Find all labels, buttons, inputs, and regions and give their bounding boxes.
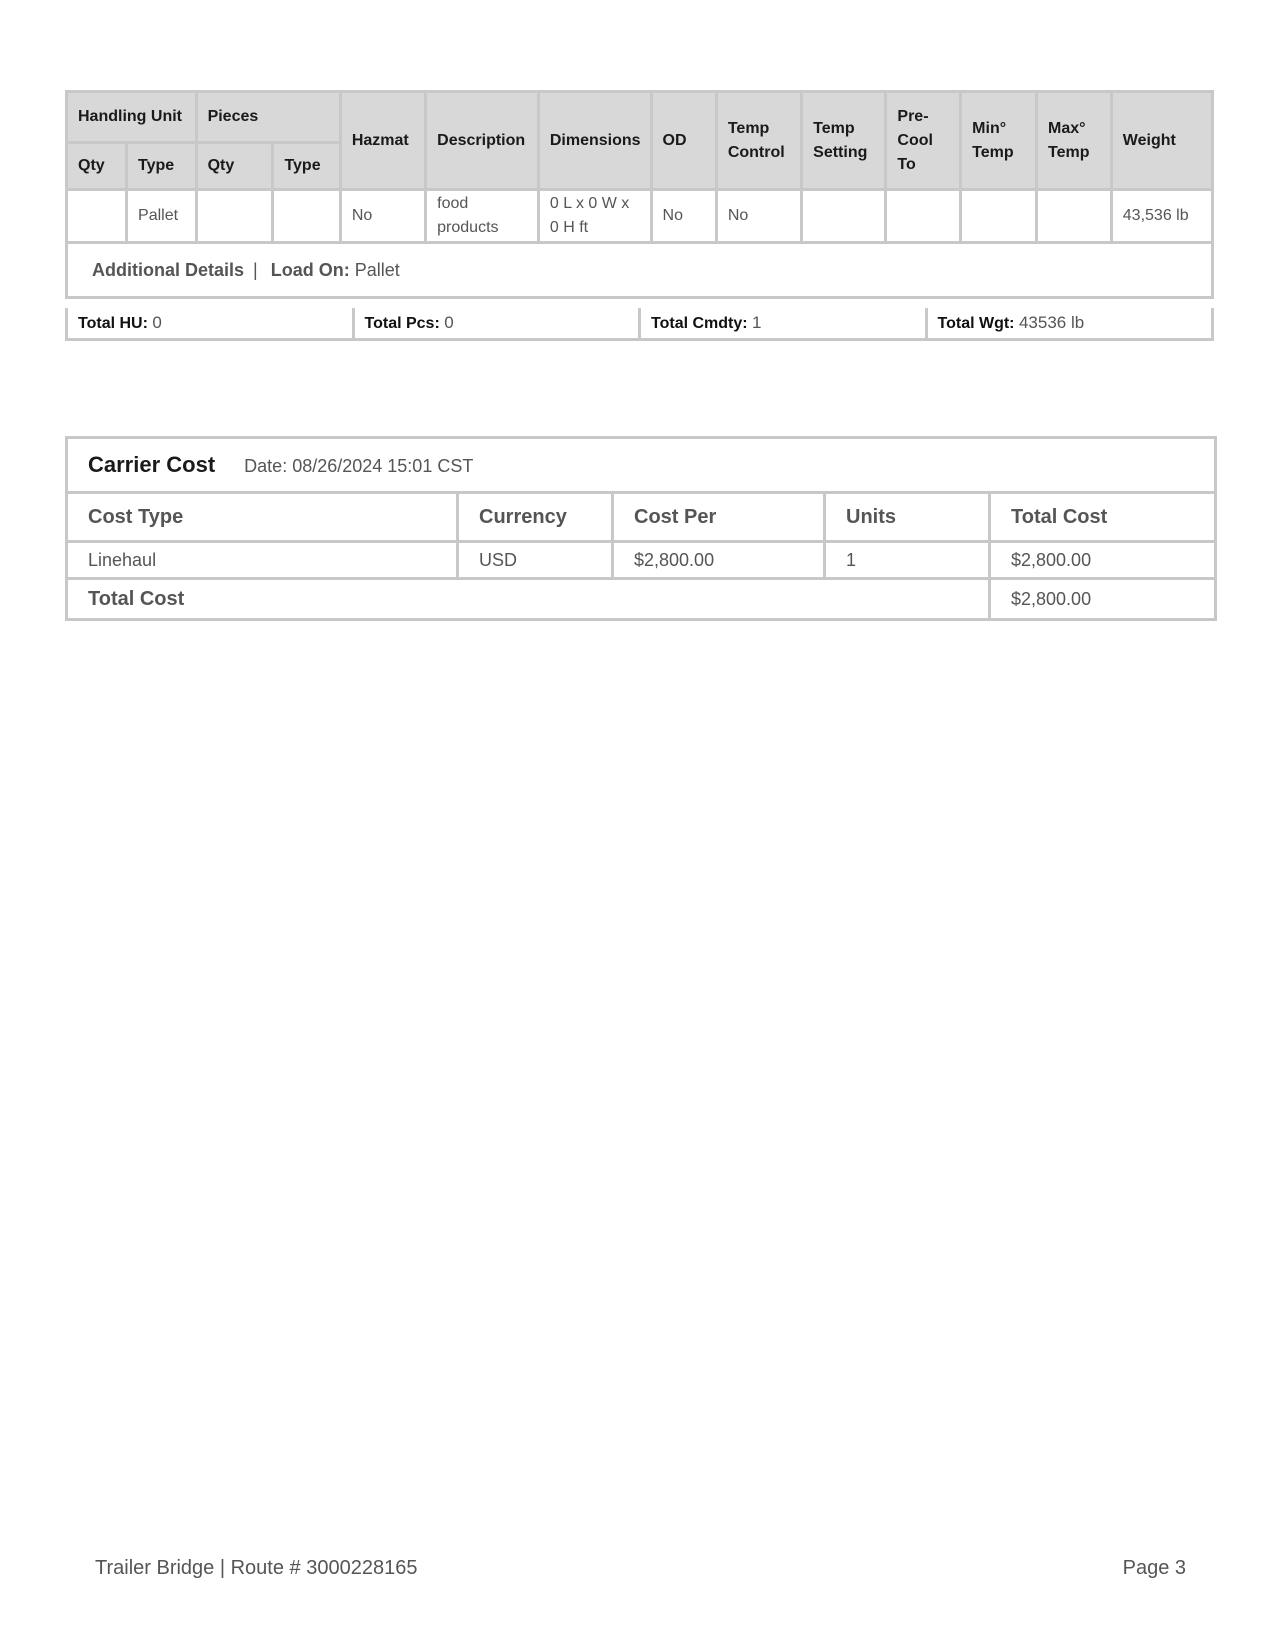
total-cost-cell: $2,800.00 [990, 542, 1216, 579]
footer-page-number: Page 3 [1122, 1557, 1186, 1579]
total-pcs [353, 308, 640, 340]
handling-unit-header: Handling Unit [67, 92, 197, 143]
footer-route: Trailer Bridge | Route # 3000228165 [95, 1557, 418, 1579]
min-temp-header: Min° Temp [961, 92, 1037, 190]
load-on-label: Load On: [270, 260, 350, 280]
pcs-qty-header: Qty [196, 143, 273, 190]
pre-cool-to-cell [886, 190, 961, 243]
units-cell: 1 [825, 542, 990, 579]
od-header: OD [651, 92, 716, 190]
load-on-value: Pallet [354, 260, 400, 280]
carrier-cost-title-cell [67, 438, 1216, 493]
totals-strip [65, 308, 1214, 341]
dimensions-cell: 0 L x 0 W x 0 H ft [538, 190, 651, 243]
additional-details-row [67, 243, 1213, 298]
od-cell: No [651, 190, 716, 243]
total-cmdty-label: Total Cmdty: [651, 314, 748, 332]
weight-header: Weight [1111, 92, 1212, 190]
total-pcs-label: Total Pcs: [364, 314, 440, 332]
max-temp-cell [1037, 190, 1112, 243]
additional-details-label: Additional Details [92, 260, 245, 280]
total-cost-row [67, 579, 1216, 620]
cost-per-header: Cost Per [613, 493, 825, 542]
hu-qty-cell [67, 190, 127, 243]
total-hu-value: 0 [152, 312, 162, 332]
total-cost-label: Total Cost [67, 579, 990, 620]
total-cost-header: Total Cost [990, 493, 1216, 542]
cost-type-cell: Linehaul [67, 542, 458, 579]
total-pcs-value: 0 [444, 312, 454, 332]
temp-control-header: Temp Control [716, 92, 801, 190]
description-header: Description [426, 92, 539, 190]
temp-setting-cell [802, 190, 886, 243]
carrier-cost-date: Date: 08/26/2024 15:01 CST [244, 456, 474, 476]
dimensions-header: Dimensions [538, 92, 651, 190]
total-wgt [926, 308, 1213, 340]
pre-cool-to-header: Pre-Cool To [886, 92, 961, 190]
table-row [67, 542, 1216, 579]
total-hu-label: Total HU: [78, 314, 148, 332]
cost-per-cell: $2,800.00 [613, 542, 825, 579]
hazmat-header: Hazmat [340, 92, 425, 190]
pcs-qty-cell [196, 190, 273, 243]
pieces-header: Pieces [196, 92, 340, 143]
max-temp-header: Max° Temp [1037, 92, 1112, 190]
pcs-type-cell [273, 190, 340, 243]
temp-control-cell: No [716, 190, 801, 243]
temp-setting-header: Temp Setting [802, 92, 886, 190]
hu-type-cell: Pallet [127, 190, 197, 243]
cost-type-header: Cost Type [67, 493, 458, 542]
total-cmdty [640, 308, 927, 340]
total-hu [67, 308, 354, 340]
currency-cell: USD [458, 542, 613, 579]
commodity-table [65, 90, 1214, 299]
units-header: Units [825, 493, 990, 542]
carrier-cost-table [65, 436, 1217, 621]
min-temp-cell [961, 190, 1037, 243]
currency-header: Currency [458, 493, 613, 542]
weight-cell: 43,536 lb [1111, 190, 1212, 243]
description-cell: food products [426, 190, 539, 243]
total-wgt-label: Total Wgt: [937, 314, 1015, 332]
carrier-cost-title: Carrier Cost [88, 452, 216, 477]
details-separator: | [253, 260, 258, 280]
total-cost-value: $2,800.00 [990, 579, 1216, 620]
additional-details-cell [67, 243, 1213, 298]
total-wgt-value: 43536 lb [1018, 312, 1085, 332]
table-row [67, 190, 1213, 243]
pcs-type-header: Type [273, 143, 340, 190]
hazmat-cell: No [340, 190, 425, 243]
total-cmdty-value: 1 [752, 312, 762, 332]
hu-type-header: Type [127, 143, 197, 190]
hu-qty-header: Qty [67, 143, 127, 190]
